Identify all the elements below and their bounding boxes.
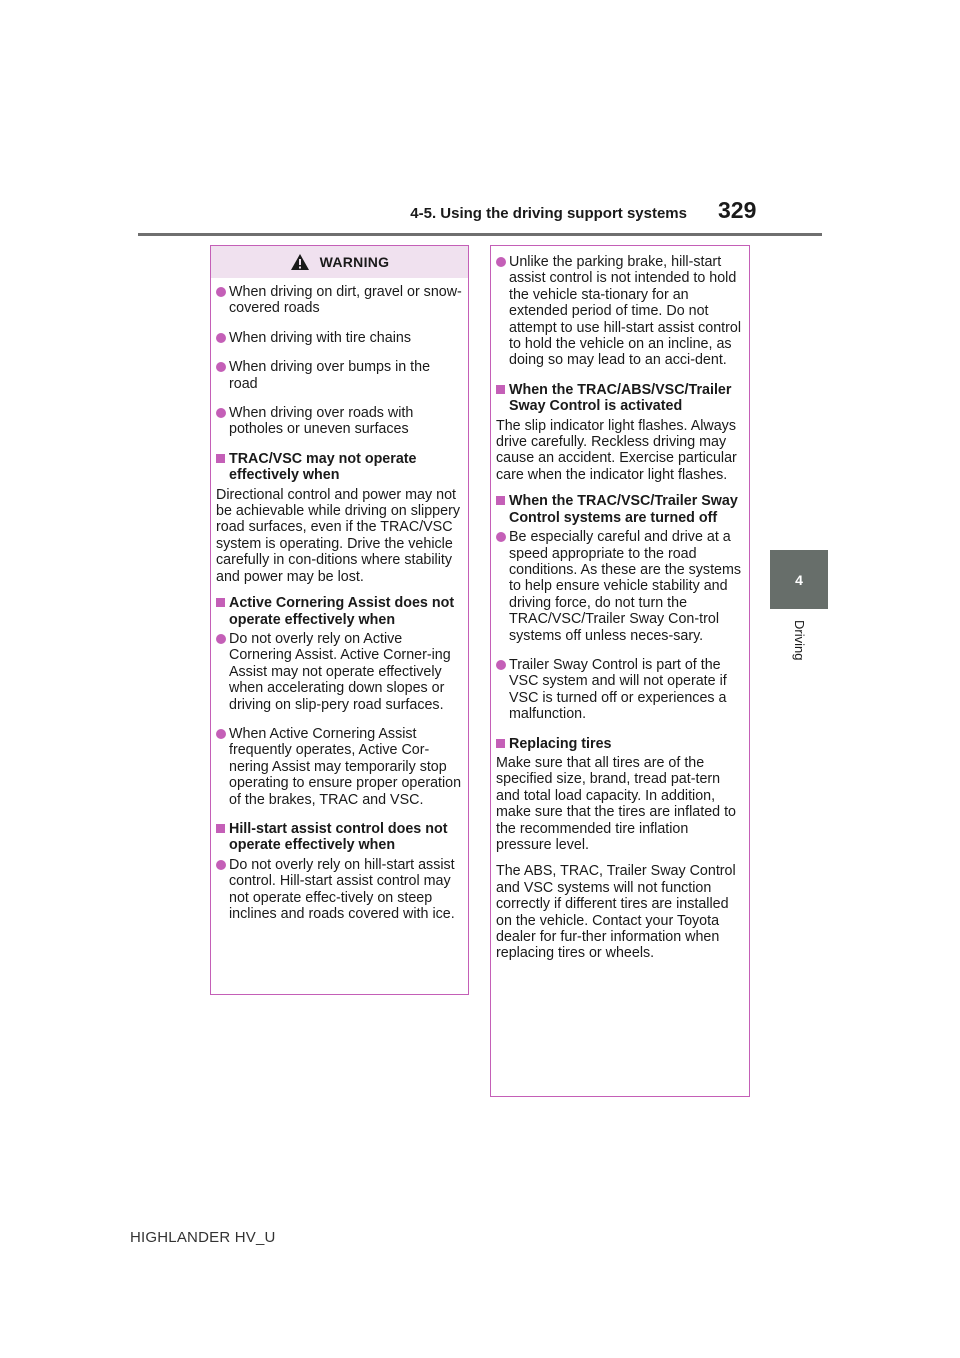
bullet-item xyxy=(216,330,462,346)
bullet-item xyxy=(216,631,462,713)
bullet-text: Do not overly rely on hill-start assist control. Hill-start assist control may not operate effec-tively on steep inclines and roads covered with ice. xyxy=(229,856,455,922)
bullet-item xyxy=(216,726,462,808)
paragraph-text: The ABS, TRAC, Trailer Sway Control and VSC systems will not function correctly if different tires are installed on the vehicle. Contact your Toyota dealer for fur-ther information when replacing tires or wheels. xyxy=(496,863,736,962)
subheading xyxy=(496,382,743,415)
subheading xyxy=(496,493,743,526)
bullet-item xyxy=(496,254,743,369)
chapter-label xyxy=(770,620,828,680)
page-number: 329 xyxy=(718,197,757,223)
bullet-text: When driving on dirt, gravel or snow-covered roads xyxy=(229,284,462,317)
square-marker-icon xyxy=(496,496,505,505)
warning-title: WARNING xyxy=(319,253,390,270)
bullet-text: When driving with tire chains xyxy=(229,329,411,346)
bullet-item xyxy=(216,405,462,438)
bullet-dot-icon xyxy=(216,729,226,739)
warning-header xyxy=(211,246,468,278)
section-title: 4-5. Using the driving support systems xyxy=(410,205,687,222)
bullet-dot-icon xyxy=(496,660,506,670)
bullet-item xyxy=(216,857,462,923)
bullet-dot-icon xyxy=(216,860,226,870)
subheading xyxy=(496,736,743,752)
subheading-text: When the TRAC/ABS/VSC/Trailer Sway Control is activated xyxy=(509,381,732,415)
bullet-dot-icon xyxy=(216,408,226,418)
subheading-text: TRAC/VSC may not operate effectively when xyxy=(229,450,417,484)
bullet-dot-icon xyxy=(496,257,506,267)
bullet-item xyxy=(216,284,462,317)
bullet-dot-icon xyxy=(216,634,226,644)
paragraph xyxy=(496,863,743,961)
bullet-text: When driving over roads with potholes or uneven surfaces xyxy=(229,405,414,438)
paragraph xyxy=(496,755,743,853)
bullet-item xyxy=(216,359,462,392)
header-rule xyxy=(138,233,822,236)
bullet-text: Do not overly rely on Active Cornering Assist. Active Corner-ing Assist may not operate effectively when accelerating down slopes or driving on slip-pery road surfaces. xyxy=(229,630,451,713)
paragraph xyxy=(216,487,462,585)
warning-triangle-icon xyxy=(290,253,310,271)
square-marker-icon xyxy=(216,598,225,607)
bullet-text: Trailer Sway Control is part of the VSC system and will not operate if VSC is turned off or experiences a malfunction. xyxy=(509,656,727,723)
warning-content-left xyxy=(211,278,468,922)
paragraph-text: Make sure that all tires are of the specified size, brand, tread pat-tern and total load capacity. In addition, make sure that the tires are inflated to the recommended tire inflation pressure level. xyxy=(496,754,736,853)
chapter-tab xyxy=(770,550,828,609)
paragraph-text: The slip indicator light flashes. Always drive carefully. Reckless driving may cause an accident. Exercise particular care when the indicator light flashes. xyxy=(496,417,737,483)
bullet-item xyxy=(496,529,743,644)
subheading-text: When the TRAC/VSC/Trailer Sway Control systems are turned off xyxy=(509,493,738,526)
page-header xyxy=(0,0,960,240)
chapter-label-text: Driving xyxy=(792,620,807,661)
square-marker-icon xyxy=(496,739,505,748)
warning-content-right xyxy=(491,246,749,962)
bullet-dot-icon xyxy=(496,532,506,542)
bullet-text: When driving over bumps in the road xyxy=(229,359,431,392)
bullet-dot-icon xyxy=(216,287,226,297)
subheading xyxy=(216,821,462,854)
subheading-text: Hill-start assist control does not operate effectively when xyxy=(229,820,448,854)
footer-model: HIGHLANDER HV_U xyxy=(130,1229,276,1246)
bullet-dot-icon xyxy=(216,362,226,372)
warning-box-right xyxy=(490,245,750,1097)
bullet-text: When Active Cornering Assist frequently operates, Active Cor-nering Assist may temporarily stop operating to ensure proper operation of the brakes, TRAC and VSC. xyxy=(229,725,462,808)
square-marker-icon xyxy=(216,824,225,833)
square-marker-icon xyxy=(216,454,225,463)
subheading-text: Active Cornering Assist does not operate effectively when xyxy=(229,595,455,628)
bullet-dot-icon xyxy=(216,333,226,343)
subheading-text: Replacing tires xyxy=(509,735,612,752)
paragraph-text: Directional control and power may not be achievable while driving on slippery road surfaces, even if the TRAC/VSC system is operating. Drive the vehicle carefully in con-ditions where stability and power may be lost. xyxy=(216,486,460,585)
subheading xyxy=(216,451,462,484)
square-marker-icon xyxy=(496,385,505,394)
bullet-text: Unlike the parking brake, hill-start assist control is not intended to hold the vehicle sta-tionary for an extended period of time. Do not attempt to use hill-start assist control to hold the vehicle on an incline, as doing so may lead to an acci-dent. xyxy=(509,254,742,369)
paragraph xyxy=(496,418,743,484)
bullet-text: Be especially careful and drive at a speed appropriate to the road conditions. As these are the systems to help ensure vehicle stability and driving force, do not turn the TRAC/VSC/Trailer Sway Con-trol systems off unless neces-sary. xyxy=(509,529,742,644)
warning-box-left xyxy=(210,245,469,995)
subheading xyxy=(216,595,462,628)
chapter-number: 4 xyxy=(795,571,803,588)
bullet-item xyxy=(496,657,743,723)
